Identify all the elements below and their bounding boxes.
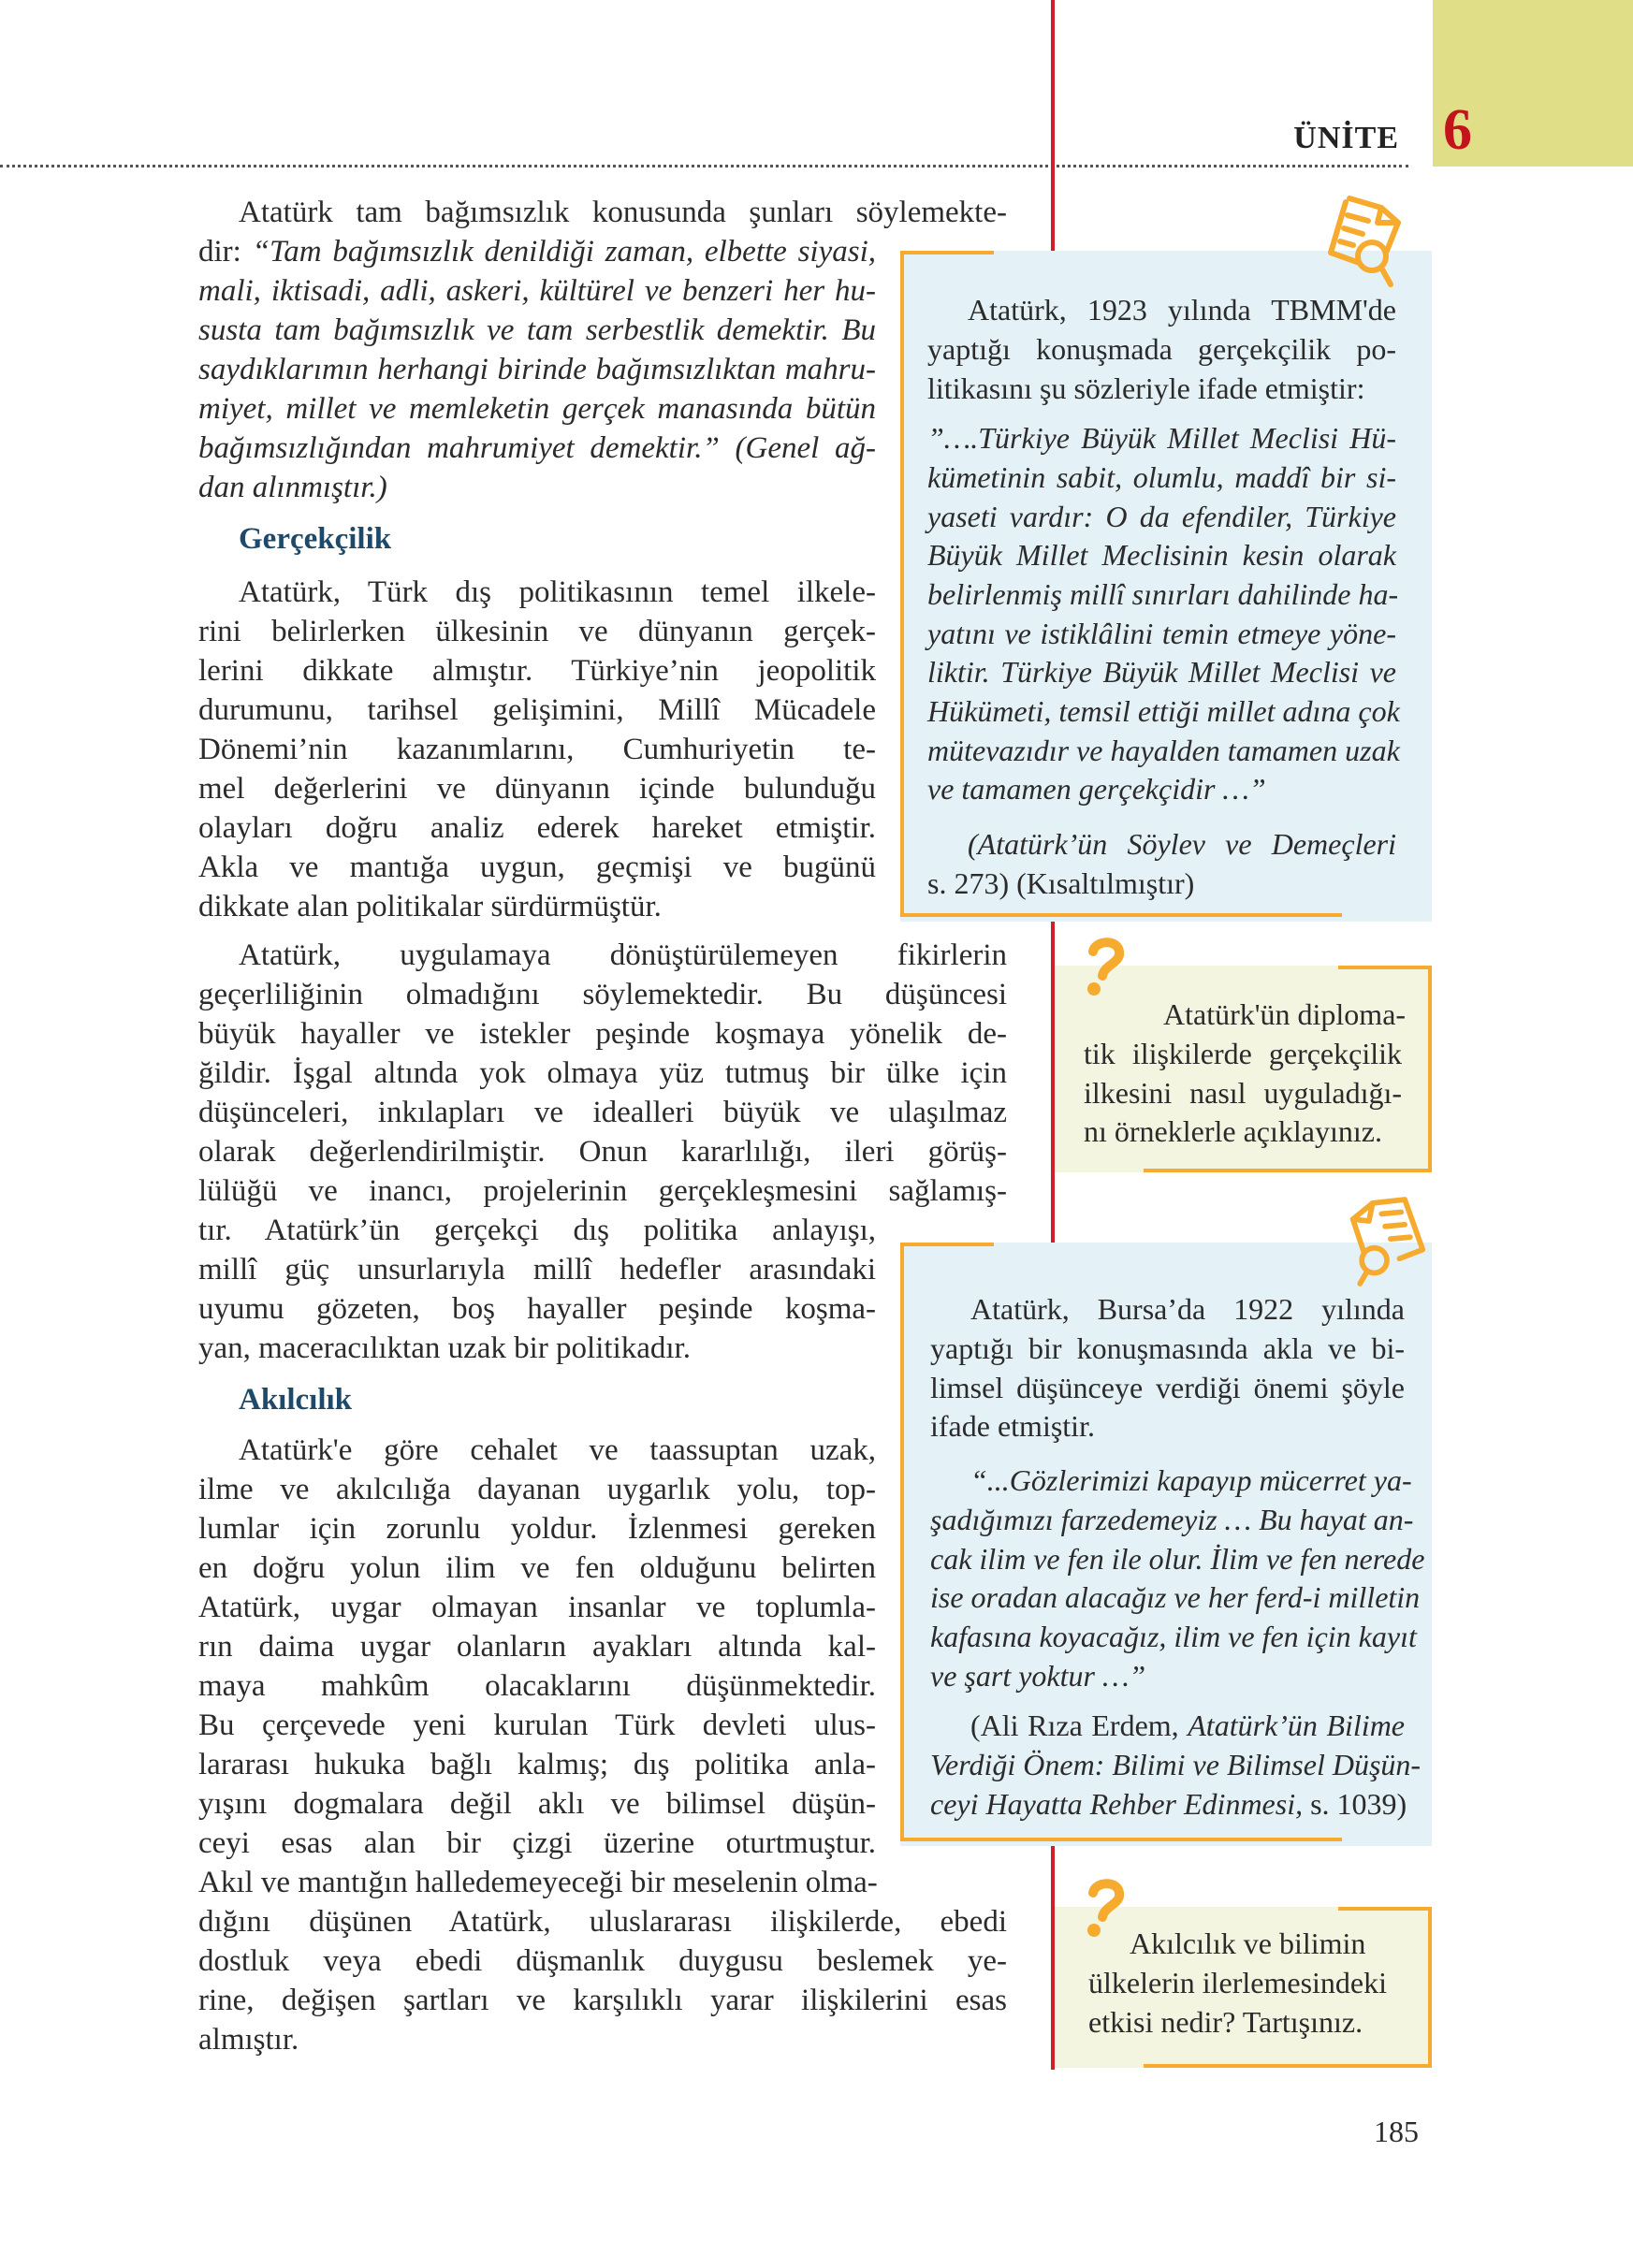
text-line xyxy=(970,1290,1405,1330)
text-segment: mel değerlerini ve dünyanın içinde bulunduğu xyxy=(198,772,876,806)
text-line xyxy=(198,1470,876,1509)
text-line xyxy=(198,1132,1007,1171)
text-line xyxy=(198,1014,1007,1054)
text-line xyxy=(927,865,1396,904)
text-segment: uyumu gözeten, boş hayaller peşinde koşma- xyxy=(198,1292,876,1326)
text-line xyxy=(1088,1964,1413,2003)
text-line xyxy=(198,1289,876,1329)
text-segment: durumunu, tarihsel gelişimini, Millî Mücadele xyxy=(198,693,876,727)
text-segment: Akılcılık ve bilimin xyxy=(1130,1926,1366,1961)
text-line xyxy=(198,1941,1007,1981)
text-segment: Atatürk, Bursa’da 1922 yılında xyxy=(970,1292,1405,1327)
italic-text: “...Gözlerimizi kapayıp mücerret ya- xyxy=(970,1463,1412,1498)
text-line xyxy=(927,615,1396,654)
text-segment: Dönemi’nin kazanımlarını, Cumhuriyetin te- xyxy=(198,733,876,766)
text-segment: Akıl ve mantığın halledemeyeceği bir meselenin olma- xyxy=(198,1866,878,1899)
text-line xyxy=(198,1981,1007,2020)
text-segment: tik ilişkilerde gerçekçilik xyxy=(1084,1036,1402,1070)
text-segment: lülüğü ve inancı, projelerinin gerçekleşmesini sağlamış- xyxy=(198,1174,1007,1208)
text-line xyxy=(927,330,1396,370)
text-segment: Atatürk, uygulamaya dönüştürülemeyen fikirlerin xyxy=(239,938,1007,972)
text-line xyxy=(198,1054,1007,1093)
text-line xyxy=(930,1785,1405,1825)
italic-text: yaseti vardır: O da efendiler, Türkiye xyxy=(927,499,1396,533)
question-mark-icon xyxy=(1084,937,1127,996)
text-segment: geçerliliğinin olmadığını söylemektedir. Bu düşüncesi xyxy=(198,978,1007,1011)
text-line xyxy=(1084,1074,1402,1113)
italic-text: miyet, millet ve memleketin gerçek manasında bütün xyxy=(198,392,876,426)
text-segment: büyük hayaller ve istekler peşinde koşmaya yönelik de- xyxy=(198,1017,1007,1051)
text-line xyxy=(927,419,1396,458)
text-segment: Atatürk, 1923 yılında TBMM'de xyxy=(968,293,1396,327)
text-line xyxy=(927,692,1400,732)
section-heading: Gerçekçilik xyxy=(239,522,392,556)
text-line xyxy=(198,612,876,651)
text-line xyxy=(927,536,1396,575)
text-line xyxy=(198,350,876,389)
document-search-icon xyxy=(1346,1196,1428,1287)
italic-text: yatını ve istiklâlini temin etmeye yöne- xyxy=(927,616,1396,650)
text-line xyxy=(198,848,876,887)
italic-text: ve şart yoktur …” xyxy=(930,1658,1146,1693)
text-line xyxy=(198,468,876,507)
text-segment: ilkesini nasıl uyguladığı- xyxy=(1084,1075,1402,1110)
text-line xyxy=(930,1746,1422,1785)
text-line xyxy=(930,1330,1405,1369)
text-line xyxy=(968,291,1396,330)
text-line xyxy=(198,1745,876,1784)
text-line xyxy=(198,1250,876,1289)
text-segment: dostluk veya ebedi düşmanlık duygusu beslemek ye- xyxy=(198,1944,1007,1978)
text-line xyxy=(927,653,1396,692)
text-segment: s. 1039) xyxy=(1303,1786,1407,1821)
text-line xyxy=(239,573,876,612)
text-line xyxy=(927,370,1396,409)
text-line xyxy=(930,1578,1421,1618)
text-line xyxy=(930,1540,1425,1579)
italic-text: Hükümeti, temsil ettiği millet adına çok xyxy=(927,694,1400,729)
text-line xyxy=(1130,1925,1413,1964)
text-line xyxy=(927,770,1396,809)
text-line xyxy=(1088,2003,1413,2043)
italic-text: ve tamamen gerçekçidir …” xyxy=(927,772,1266,807)
text-segment: yaptığı bir konuşmasında akla ve bi- xyxy=(930,1330,1405,1365)
italic-text: “Tam bağımsızlık denildiği zaman, elbette siyasi, xyxy=(252,235,876,269)
italic-text: Atatürk’ün Bilime xyxy=(1188,1708,1406,1743)
italic-text: şadığımızı farzedemeyiz … Bu hayat an- xyxy=(930,1502,1414,1536)
italic-text: ise oradan alacağız ve her ferd-i milletin xyxy=(930,1580,1421,1615)
text-line xyxy=(198,1666,876,1706)
text-line xyxy=(198,691,876,730)
text-segment: Atatürk, uygar olmayan insanlar ve toplumla- xyxy=(198,1591,876,1624)
text-segment: maya mahkûm olacaklarını düşünmektedir. xyxy=(198,1669,876,1703)
text-segment: litikasını şu sözleriyle ifade etmiştir: xyxy=(927,371,1365,405)
text-segment: Bu çerçevede yeni kurulan Türk devleti ulus- xyxy=(198,1708,876,1742)
text-line xyxy=(198,887,876,926)
text-segment: lumlar için zorunlu yoldur. İzlenmesi gereken xyxy=(198,1512,876,1546)
text-segment: etkisi nedir? Tartışınız. xyxy=(1088,2004,1363,2039)
text-segment: nı örneklerle açıklayınız. xyxy=(1084,1114,1382,1149)
text-line xyxy=(970,1461,1412,1501)
italic-text: Büyük Millet Meclisinin kesin olarak xyxy=(927,538,1396,573)
text-line xyxy=(198,389,876,429)
text-line xyxy=(968,825,1396,865)
unit-number: 6 xyxy=(1443,98,1472,162)
italic-text: saydıklarımın herhangi birinde bağımsızlıktan mahru- xyxy=(198,353,876,386)
text-line xyxy=(198,730,876,769)
text-line xyxy=(198,429,876,468)
text-segment: dığını düşünen Atatürk, uluslararası ilişkilerde, ebedi xyxy=(198,1905,1007,1939)
text-segment: Atatürk'ün diploma- xyxy=(1163,997,1407,1032)
text-line xyxy=(930,1501,1414,1540)
text-line xyxy=(198,1548,876,1588)
italic-text: (Atatürk’ün Söylev ve Demeçleri xyxy=(968,827,1396,862)
text-segment: limsel düşünceye verdiği önemi şöyle xyxy=(930,1370,1405,1404)
text-segment: en doğru yolun ilim ve fen olduğunu belirten xyxy=(198,1551,876,1585)
text-segment: yaptığı konuşmada gerçekçilik po- xyxy=(927,331,1396,366)
text-segment: ifade etmiştir. xyxy=(930,1409,1095,1444)
document-search-icon xyxy=(1325,195,1411,290)
text-line xyxy=(239,193,1007,232)
text-line xyxy=(239,936,1007,975)
text-line xyxy=(198,271,876,311)
section-heading: Akılcılık xyxy=(239,1383,353,1417)
text-segment: yışını dogmalara değil aklı ve bilimsel düşün- xyxy=(198,1787,876,1821)
italic-text: liktir. Türkiye Büyük Millet Meclisi ve xyxy=(927,655,1396,690)
text-segment: s. 273) (Kısaltılmıştır) xyxy=(927,865,1195,900)
text-line xyxy=(198,1784,876,1824)
text-line xyxy=(930,1407,1405,1447)
text-segment: olarak değerlendirilmiştir. Onun kararlılığı, ileri görüş- xyxy=(198,1135,1007,1169)
italic-text: kümetinin sabit, olumlu, maddî bir si- xyxy=(927,459,1396,494)
text-line xyxy=(198,1588,876,1627)
text-line xyxy=(198,808,876,848)
text-line xyxy=(930,1657,1405,1696)
text-line xyxy=(198,1824,876,1863)
text-line xyxy=(198,1093,1007,1132)
text-segment: ülkelerin ilerlemesindeki xyxy=(1088,1965,1387,1999)
text-segment: rın daima uygar olanların ayakları altında kal- xyxy=(198,1630,876,1664)
text-line xyxy=(198,1706,876,1745)
page-number: 185 xyxy=(1374,2115,1419,2148)
italic-text: kafasına koyacağız, ilim ve fen için kayıt xyxy=(930,1619,1417,1653)
text-line xyxy=(927,498,1396,537)
text-segment: Atatürk, Türk dış politikasının temel ilkele- xyxy=(239,575,876,609)
header-divider xyxy=(0,165,1408,167)
text-segment: rini belirlerken ülkesinin ve dünyanın gerçek- xyxy=(198,615,876,648)
text-line xyxy=(198,1627,876,1666)
text-segment: dir: xyxy=(198,235,253,269)
text-line xyxy=(198,1863,876,1902)
text-segment: (Ali Rıza Erdem, xyxy=(970,1708,1188,1743)
text-segment: rine, değişen şartları ve karşılıklı yarar ilişkilerini esas xyxy=(198,1984,1007,2017)
text-line xyxy=(1084,1035,1402,1074)
text-line xyxy=(930,1369,1405,1408)
text-line xyxy=(198,975,1007,1014)
text-line xyxy=(1163,996,1407,1035)
italic-text: mali, iktisadi, adli, askeri, kültürel ve benzeri her hu- xyxy=(198,274,876,308)
text-line xyxy=(198,232,876,271)
text-line xyxy=(970,1707,1405,1746)
text-segment: lararası hukuka bağlı kalmış; dış politika anla- xyxy=(198,1748,876,1781)
italic-text: mütevazıdır ve hayalden tamamen uzak xyxy=(927,733,1400,767)
text-segment: düşünceleri, inkılapları ve idealleri büyük ve ulaşılmaz xyxy=(198,1096,1007,1129)
text-line xyxy=(198,769,876,808)
text-segment: olayları doğru analiz ederek hareket etmiştir. xyxy=(198,811,876,845)
text-segment: almıştır. xyxy=(198,2023,299,2057)
text-line xyxy=(198,651,876,691)
text-segment: Akla ve mantığa uygun, geçmişi ve bugünü xyxy=(198,850,876,884)
text-segment: yan, maceracılıktan uzak bir politikadır. xyxy=(198,1331,691,1365)
question-mark-icon xyxy=(1084,1878,1127,1938)
text-segment: ilme ve akılcılığa dayanan uygarlık yolu, top- xyxy=(198,1473,876,1506)
italic-text: cak ilim ve fen ile olur. İlim ve fen nerede xyxy=(930,1541,1425,1576)
text-segment: ceyi esas alan bir çizgi üzerine oturtmuştur. xyxy=(198,1826,876,1860)
text-segment: lerini dikkate almıştır. Türkiye’nin jeopolitik xyxy=(198,654,876,688)
italic-text: susta tam bağımsızlık ve tam serbestlik demektir. Bu xyxy=(198,313,876,347)
italic-text: dan alınmıştır.) xyxy=(198,471,387,504)
text-line xyxy=(239,1431,876,1470)
text-line xyxy=(930,1618,1417,1657)
text-line xyxy=(198,2020,1007,2059)
unit-label: ÜNİTE xyxy=(1293,121,1399,155)
text-line xyxy=(198,1902,1007,1941)
text-segment: dikkate alan politikalar sürdürmüştür. xyxy=(198,890,662,923)
text-line xyxy=(1084,1112,1402,1152)
text-line xyxy=(927,458,1396,498)
text-segment: millî güç unsurlarıyla millî hedefler arasındaki xyxy=(198,1253,876,1287)
italic-text: Verdiği Önem: Bilimi ve Bilimsel Düşün- xyxy=(930,1747,1422,1781)
text-segment: ğildir. İşgal altında yok olmaya yüz tutmuş bir ülke için xyxy=(198,1056,1007,1090)
italic-text: belirlenmiş millî sınırları dahilinde ha- xyxy=(927,576,1399,611)
text-segment: Atatürk tam bağımsızlık konusunda şunları söylemekte- xyxy=(239,196,1007,229)
text-line xyxy=(198,1329,876,1368)
italic-text: ceyi Hayatta Rehber Edinmesi, xyxy=(930,1786,1304,1821)
text-line xyxy=(198,1171,1007,1211)
text-segment: Atatürk'e göre cehalet ve taassuptan uzak, xyxy=(239,1433,876,1467)
text-line xyxy=(198,311,876,350)
italic-text: bağımsızlığından mahrumiyet demektir.” (Genel ağ- xyxy=(198,431,876,465)
text-line xyxy=(927,575,1399,615)
text-line xyxy=(927,732,1400,771)
text-line xyxy=(198,1509,876,1548)
italic-text: ”….Türkiye Büyük Millet Meclisi Hü- xyxy=(927,421,1396,456)
text-segment: tır. Atatürk’ün gerçekçi dış politika anlayışı, xyxy=(198,1214,876,1247)
text-line xyxy=(198,1211,876,1250)
